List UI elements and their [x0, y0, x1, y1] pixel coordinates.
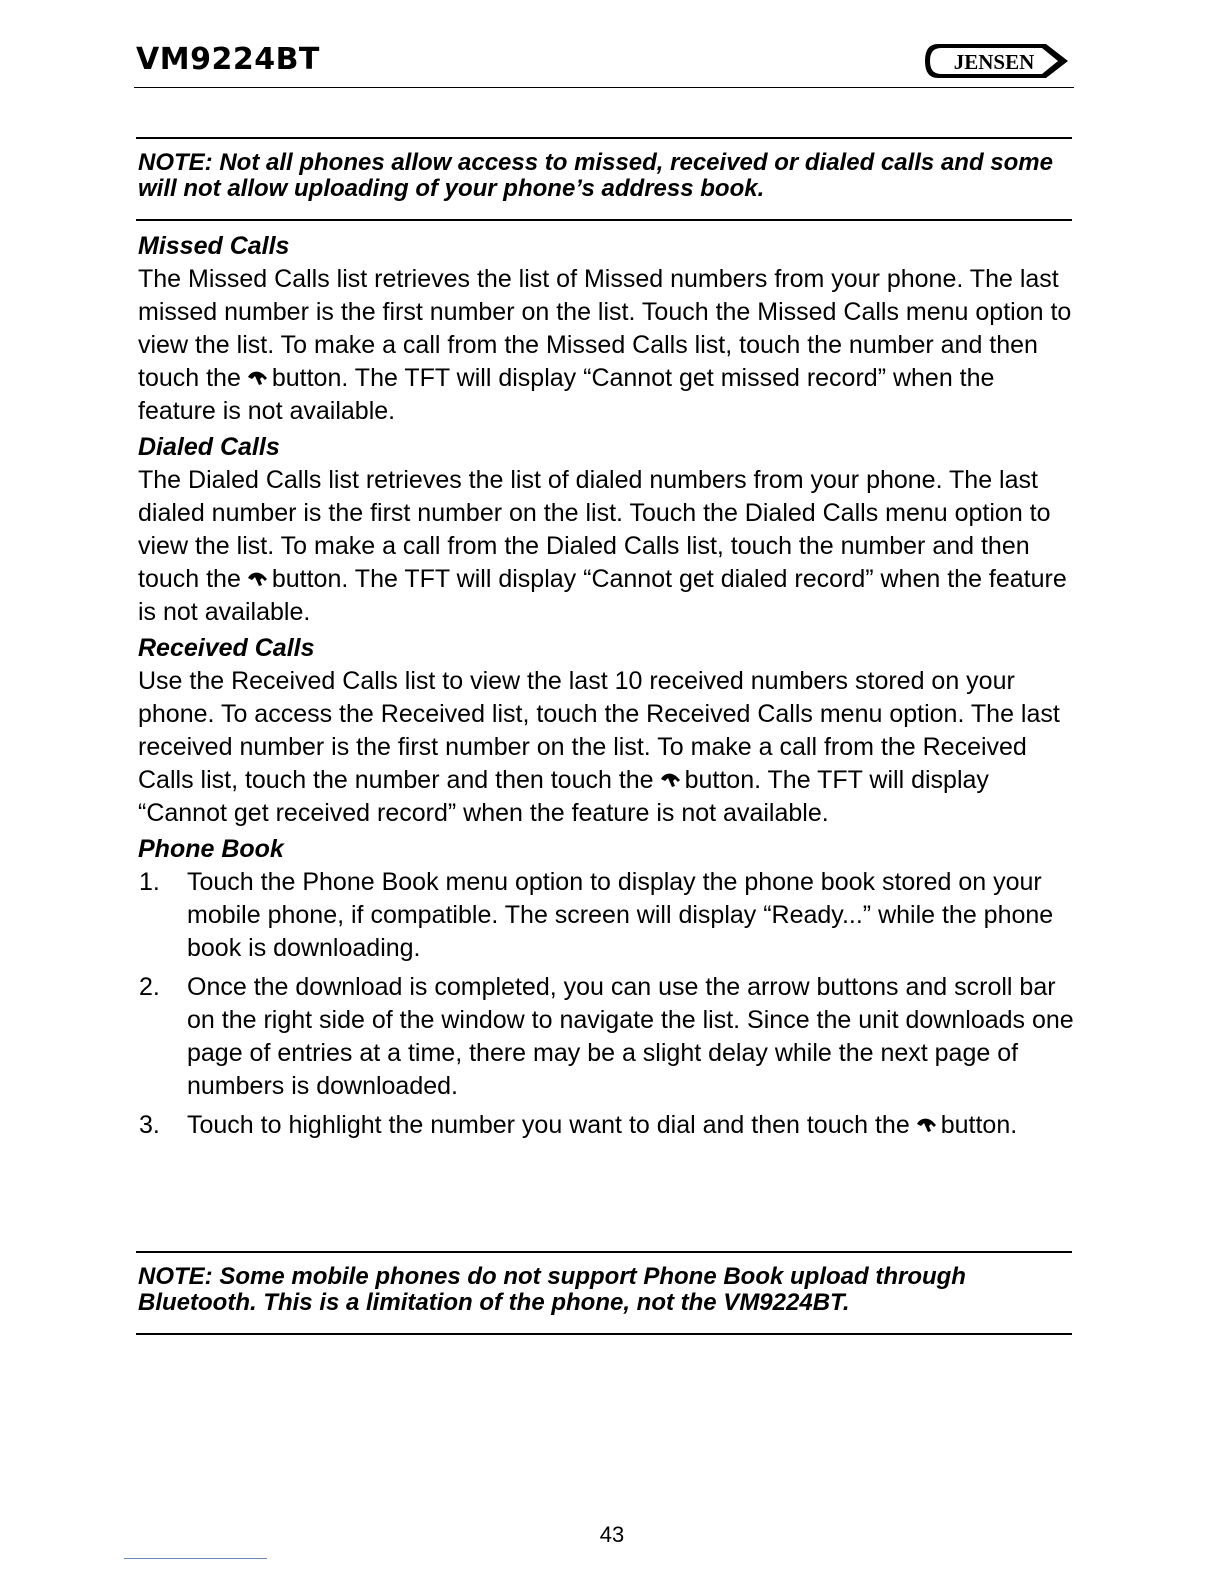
note-bottom: NOTE: Some mobile phones do not support Phone Book upload through Bluetooth. This is a limitation of the phone, not the VM9224BT.: [136, 1251, 1072, 1335]
dialed-calls-heading: Dialed Calls: [138, 433, 280, 461]
list-item: [138, 971, 1074, 1103]
dialed-text-2: button. The TFT will display “Cannot get dialed record” when the feature is not available.: [138, 565, 1067, 626]
step-text: Once the download is completed, you can use the arrow buttons and scroll bar on the right side of the window to navigate the list. Since the unit downloads one page of entries at a time, there may be a slight delay while the next page of numbers is downloaded.: [187, 973, 1074, 1100]
step-number: 2.: [139, 973, 160, 1001]
step-number: 3.: [139, 1111, 160, 1139]
received-text-1: Use the Received Calls list to view the last 10 received numbers stored on your phone. To access the Received list, touch the Received Calls menu option. The last received number is the first number on the list. To make a call from the Received Calls list, touch the number and then touch the: [138, 667, 1060, 794]
missed-text-1: The Missed Calls list retrieves the list of Missed numbers from your phone. The last missed number is the first number on the list. Touch the Missed Calls menu option to view the list. To make a call from the Missed Calls list, touch the number and then touch the: [138, 265, 1072, 392]
phone-book-heading: Phone Book: [138, 835, 284, 863]
step-number: 1.: [139, 868, 160, 896]
received-text-2: button. The TFT will display “Cannot get received record” when the feature is not available.: [138, 766, 989, 827]
phone-book-steps: [138, 866, 1074, 1142]
step-text: Touch the Phone Book menu option to display the phone book stored on your mobile phone, if compatible. The screen will display “Ready...” while the phone book is downloading.: [187, 868, 1054, 962]
note-top: NOTE: Not all phones allow access to missed, received or dialed calls and some will not allow uploading of your phone’s address book.: [136, 137, 1072, 221]
missed-calls-paragraph: [138, 263, 1074, 428]
phone-handset-icon: [916, 1117, 938, 1134]
phone-handset-icon: [247, 571, 269, 588]
main-content: [138, 230, 1074, 1148]
logo-text: JENSEN: [953, 50, 1035, 74]
step-text: Touch to highlight the number you want to dial and then touch the: [187, 1111, 910, 1139]
phone-handset-icon: [247, 370, 269, 387]
step-text-end: button.: [940, 1111, 1018, 1139]
model-title: VM9224BT: [136, 42, 320, 77]
dialed-calls-paragraph: [138, 464, 1074, 629]
missed-text-2: button. The TFT will display “Cannot get missed record” when the feature is not available.: [138, 364, 995, 425]
missed-calls-heading: Missed Calls: [138, 232, 290, 260]
received-calls-paragraph: [138, 665, 1074, 830]
jensen-logo: [922, 38, 1072, 84]
page-number: 43: [599, 1522, 625, 1547]
footer-line: [124, 1558, 267, 1559]
header-rule: [134, 87, 1074, 88]
received-calls-heading: Received Calls: [138, 634, 315, 662]
list-item: [138, 866, 1074, 965]
dialed-text-1: The Dialed Calls list retrieves the list of dialed numbers from your phone. The last dialed number is the first number on the list. Touch the Dialed Calls menu option to view the list. To make a call from the Dialed Calls list, touch the number and then touch the: [138, 466, 1051, 593]
phone-handset-icon: [660, 772, 682, 789]
list-item: [138, 1109, 1074, 1142]
